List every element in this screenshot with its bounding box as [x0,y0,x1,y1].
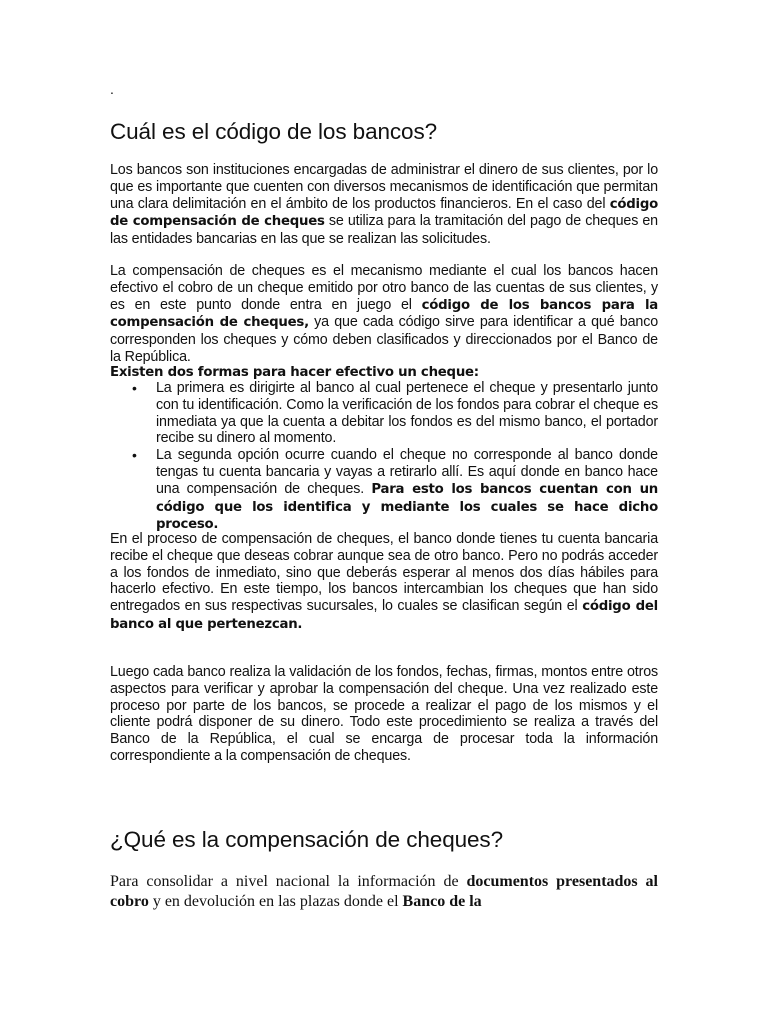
paragraph-validacion: Luego cada banco realiza la validación de los fondos, fechas, firmas, montos entre otros aspectos para verificar y aprobar la compensación del cheque. Una vez realizado este proceso por parte de los bancos, se procede a realizar el pago de los mismos y el cliente podrá disponer de su dinero. Todo este procedimiento se realiza a través del Banco de la República, el cual se encarga de procesar toda la información correspondiente a la compensación de cheques. [110,664,658,764]
bold-run: Para esto los bancos cuentan con un código que los identifica y mediante los cuales se hace dicho proceso. [156,481,658,533]
paragraph-compensacion [110,263,658,366]
text-run: La segunda opción ocurre cuando el cheque no corresponde al banco donde tengas tu cuenta bancaria y vayas a retirarlo allí. Es aquí donde en banco hace una compensación de cheques. [156,447,658,497]
text-run: y en devolución en las plazas donde el [148,892,403,910]
section-title-codigo-bancos: Cuál es el código de los bancos? [110,119,438,144]
text-run: ya que cada código sirve para identificar a qué banco corresponden los cheques y cómo deben clasificados y direccionados por el Banco de la República. [110,314,658,365]
list-item [110,380,658,447]
page-marker: . [110,81,114,97]
bold-run: documentos presentados al cobro [110,873,658,910]
paragraph-consolidar [110,872,658,911]
bullet-list [110,380,658,534]
paragraph-proceso [110,531,658,634]
bullet-icon: • [132,380,137,396]
text-run: La compensación de cheques es el mecanismo mediante el cual los bancos hacen efectivo el cobro de un cheque emitido por otro banco de las cuentas de sus clientes, y es en este punto donde entra en juego el [110,263,658,313]
bold-run: Existen dos formas para hacer efectivo un cheque: [110,365,479,380]
text-run: Los bancos son instituciones encargadas de administrar el dinero de sus clientes, por lo que es importante que cuenten con diversos mecanismos de identificación que permitan una clara delimitación en el ámbito de los productos financieros. En el caso del [110,162,658,212]
text-run: Para consolidar a nivel nacional la información de [110,873,467,890]
bold-run: código de compensación de cheques [110,196,658,230]
text-run: En el proceso de compensación de cheques, el banco donde tienes tu cuenta bancaria recibe el cheque que deseas cobrar aunque sea de otro banco. Pero no podrás acceder a los fondos de inmediato, sino que deberás esperar al menos dos días hábiles para hacerlo efectivo. En este tiempo, los bancos intercambian los cheques que han sido entregados en sus respectivas sucursales, lo cuales se clasifican según el [110,531,658,615]
bold-run: código de los bancos para la compensación de cheques, [110,297,658,331]
list-item [110,447,658,534]
text-run: La primera es dirigirte al banco al cual pertenece el cheque y presentarlo junto con tu identificación. Como la verificación de los fondos para cobrar el cheque es inmediata ya que la cuenta a debitar los fondos es del mismo banco, el portador recibe su dinero al momento. [156,380,658,447]
bold-run: código del banco al que pertenezcan. [110,599,658,632]
paragraph-intro [110,162,658,248]
bold-run: Banco de la [402,892,482,910]
section-title-compensacion: ¿Qué es la compensación de cheques? [110,827,503,852]
bullet-icon: • [132,447,137,464]
text-run: se utiliza para la tramitación del pago de cheques en las entidades bancarias en las que se realizan las solicitudes. [110,213,658,248]
